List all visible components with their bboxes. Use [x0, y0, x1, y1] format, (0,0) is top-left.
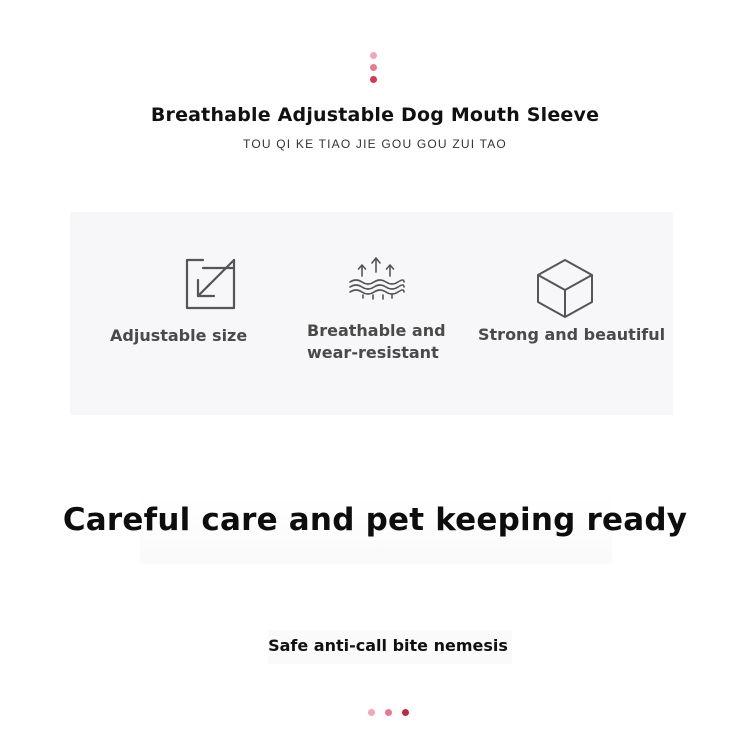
feature-label-line2: wear-resistant	[307, 343, 439, 362]
dot	[368, 709, 375, 716]
dot	[370, 64, 377, 71]
dot	[370, 52, 377, 59]
feature-label: Adjustable size	[110, 326, 248, 345]
page-title: Breathable Adjustable Dog Mouth Sleeve	[150, 104, 600, 126]
dot	[402, 709, 409, 716]
resize-arrow-icon	[110, 256, 260, 312]
headline: Careful care and pet keeping ready	[62, 502, 688, 538]
feature-adjustable	[110, 256, 260, 347]
feature-strong	[478, 258, 673, 346]
cube-icon	[478, 258, 673, 320]
decorative-dots-horizontal	[368, 701, 414, 709]
airflow-icon	[307, 256, 477, 304]
feature-label-line1: Breathable and	[307, 321, 446, 340]
dot	[370, 76, 377, 83]
decorative-dots-vertical	[369, 52, 379, 88]
feature-breathable	[307, 256, 477, 364]
dot	[385, 709, 392, 716]
features-panel	[70, 212, 673, 415]
page-subtitle: TOU QI KE TIAO JIE GOU GOU ZUI TAO	[243, 137, 507, 151]
tagline: Safe anti-call bite nemesis	[268, 636, 508, 655]
feature-label: Strong and beautiful	[478, 325, 666, 344]
